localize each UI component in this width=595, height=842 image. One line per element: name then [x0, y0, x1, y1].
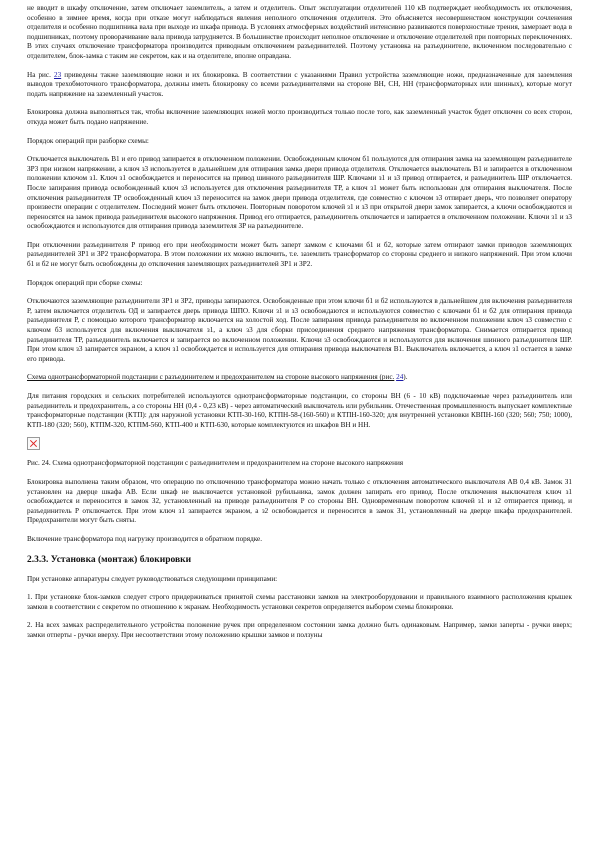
broken-image-icon — [27, 437, 40, 450]
paragraph-ktp: Для питания городских и сельских потребителей используются однотрансформаторные подстанции, со стороны ВН (6 - 10 кВ) подключаемые через разъединитель или разъединитель и предохранитель, а со стороны НН (0,4 - 0,23 кВ) - через автоматический выключатель или рубильник. Отечественная промышленность выпускает комплектные трансформаторные подстанции (КТП): для наружной установки КТП-30-160, КТПН-58-(160-560) и КТПН-160-320; для внутренней установки КВПН-160 (320; 560; 750; 1000), КТП-180 (320; 560), КТПМ-320, КТПМ-560, КТП-400 и КТП-630, которые комплектуются из шкафов ВН и НН. — [27, 392, 572, 429]
paragraph-assembly-steps: Отключаются заземляющие разъединители ЗР1 и ЗР2, приводы запираются. Освобожденные при этом ключи б1 и б2 используются в дальнейшем для включения разъединителя Р, затем включается отделитель ОД и запирается дверь привода ШПО. Ключи з1 и з3 освобождаются и используются совместно с ключами б1 и б2 для отпирания привода разъединителя Р, с помощью которого трансформатор включается на холостой ход. После запирания привода разъединителя во включенном положении ключ з3 совместно с ключом б3 используется для включения выключателя з1, а ключ з3 для сборки присоединения среднего напряжения трансформатора. Снимается отпирается привод разъединителя ТР, разъединитель включается и запирается во включенном положении. Ключи з3 освобождаются и используются для включения шинного разъединителя ШР. При этом ключ з3 запирается экраном, а ключ з1 освобождается и используется для отпирания привода выключателя В1. Выключатель включается, а ключ з1 остается в замке его привода. — [27, 297, 572, 363]
figure-caption: Рис. 24. Схема однотрансформаторной подстанции с разъединителем и предохранителем на стороне высокого напряжения — [27, 459, 404, 468]
fig24-heading-link[interactable]: Схема однотрансформаторной подстанции с разъединителем и предохранителем на стороне высокого напряжения (рис. — [27, 373, 395, 382]
heading-disassembly-order: Порядок операций при разборке схемы: — [27, 136, 149, 145]
document-page — [27, 4, 572, 641]
paragraph-fig23-pre: На рис. — [27, 70, 51, 79]
fig23-link[interactable]: 23 — [53, 70, 62, 79]
paragraph-principle-1: 1. При установке блок-замков следует строго придерживаться принятой схемы расстановки замков на электрооборудовании и правильного взаимного расположения крышек замков в соответствии с секретом по отношению к экранам. Необходимость установки секретов определяется выбором схемы блокировки. — [27, 593, 572, 611]
fig24-heading-end: ). — [403, 373, 408, 382]
paragraph-principle-2: 2. На всех замках распределительного устройства положение ручек при определенном состоянии замка должно быть одинаковым. Например, замки заперты - ручки вверх; замки отперты - ручки вверху. При несоответствии этому положению крышки замков и ползуны — [27, 621, 572, 639]
paragraph-reverse-order: Включение трансформатора под нагрузку производится в обратном порядке. — [27, 534, 263, 543]
heading-assembly-order: Порядок операций при сборке схемы: — [27, 278, 143, 287]
paragraph-intro: не вводит в шкафу отключение, затем отключает заземлитель, а затем и отделитель. Опыт эксплуатации отделителей 110 кВ подтверждает необходимость их отключения, особенно в зимнее время, когда при отказе могут наблюдаться явления неполного отключения отделителя. Это объясняется несовершенством конструкции сочленения отделителя и особенно подшипника вала при выходе из шкафа привода. В условиях атмосферных воздействий интенсивно развиваются поверхностные трения, замерзает вода в подшипниках, поэтому проворачивание вала привода затрудняется. В большинстве происходит неполное отключение и отключение отделителей при повторных переключениях. В этих случаях отключение трансформатора производится приводным отключением разъединителей. Поэтому установка на разъединителе, включенном последовательно с отделителем, блок-замка с таким же секретом, как и на отделителе, вполне оправдана. — [27, 4, 572, 60]
paragraph-interlock-rule: Блокировка должна выполняться так, чтобы включение заземляющих ножей могло производиться только после того, как заземленный участок будет отключен со всех сторон, откуда может быть подано напряжение. — [27, 108, 572, 126]
paragraph-disassembly-steps: Отключается выключатель В1 и его привод запирается в отключенном положении. Освобожденным ключом б1 пользуются для отпирания замка на заземляющем разъединителе ЗР3 при низком напряжении, а ключ з3 используется в дальнейшем для отпирания замка двери привода отделителя. Отключается выключатель В1 и запирается в отключенном положении ключом з1. Ключ з1 освобождается и переносится на привод шинного разъединителя ШР. Ключами з1 и з3 привод отпирается, и разъединитель ШР отключается. После запирания привода освобожденный ключ з3 используется для отключения разъединителя ТР, а ключ з1 может быть использован для отпирания выключателя. После отключения разъединителя ТР освобожденный ключ з3 переносится на замок двери привода отделителя, где совместно с ключом з3 отпирает дверь, что позволяет оператору произвести операции с отделителем. Последний может быть отключен. Повторным поворотом ключей з1 и з3 при открытой двери замок запирается, а ключи освобождаются и переносятся на замок привода разъединителя высокого напряжения. Привод его отпирается, разъединитель отключается и запирается в отключенном положении. Ключи з1 и з3 освобождаются и используются для отпирания привода заземлителя ЗР на разъединителе. — [27, 155, 572, 231]
section-title: 2.3.3. Установка (монтаж) блокировки — [27, 554, 192, 565]
fig24-heading — [27, 373, 572, 383]
paragraph-fig23 — [27, 71, 572, 100]
paragraph-fig23-post: приведены также заземляющие ножи и их блокировка. В соответствии с указаниями Правил устройства заземляющие ножи, предназначенные для заземления выводов трехобмоточного трансформатора, должны иметь блокировку со всеми разъединителями на стороне ВН, СН, НН (трансформаторных или шинных), которые могут подать напряжение на заземленный участок. — [27, 70, 573, 98]
fig24-link[interactable]: 24 — [396, 373, 404, 382]
paragraph-disconnector-r: При отключении разъединителя Р привод его при необходимости может быть заперт замком с ключами б1 и б2, которые затем отпирают замки приводов заземляющих разъединителей ЗР1 и ЗР2 трансформатора. В этом положении их можно включить, т.е. заземлить трансформатор со стороны среднего и низкого напряжений. При этом ключи б1 и б2 не могут быть освобождены до отключения заземляющих разъединителей ЗР1 и ЗР2. — [27, 240, 572, 269]
paragraph-interlock-operation: Блокировка выполнена таким образом, что операцию по отключению трансформатора можно начать только с отключения автоматического выключателя АВ 0,4 кВ. Замок З1 установлен на дверце шкафа АВ. Если шкаф не выключается установкой рубильника, замок должен запирать его привод. После отключения выключателя ключ з1 освобождается и переносится в замок З2, установленный на приводе разъединителя Р со стороны ВН. Одновременным поворотом ключей з1 и з2 отпирается привод, и разъединитель Р отключается. При этом ключ з1 запирается экраном, а з2 освобождается и переносится в замок З1, установленный на дверце шкафа предохранителей. Предохранители могут быть сняты. — [27, 477, 572, 525]
paragraph-principles: При установке аппаратуры следует руководствоваться следующими принципами: — [27, 574, 278, 583]
